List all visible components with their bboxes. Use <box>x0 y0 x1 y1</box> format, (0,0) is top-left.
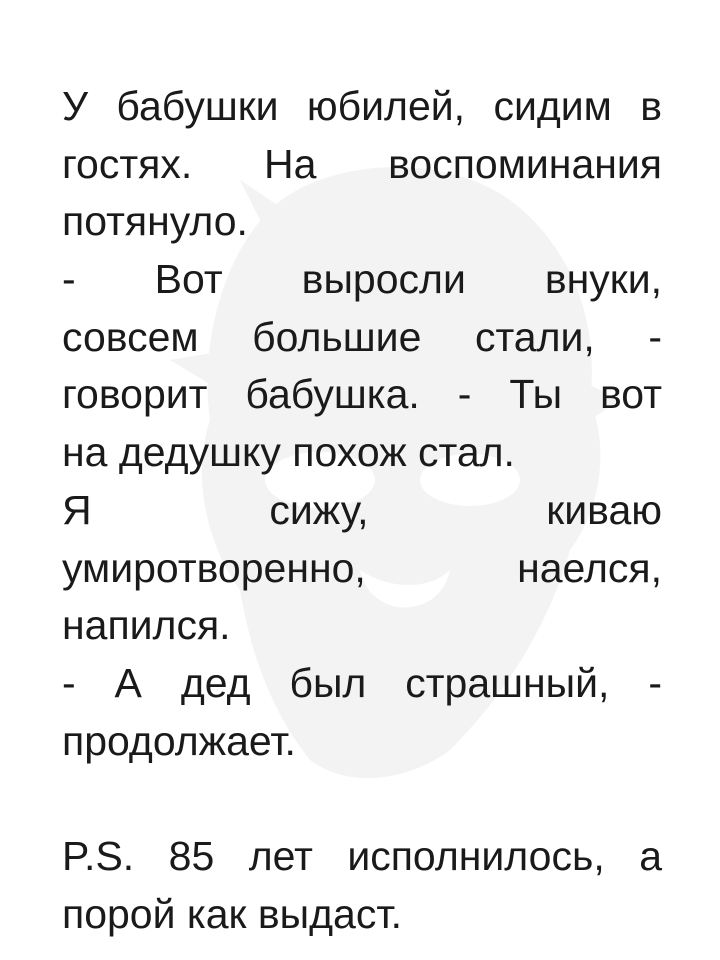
story-line: потянуло. <box>62 198 248 245</box>
postscript-line: порой как выдаст. <box>62 890 402 937</box>
story-line: У бабушки юбилей, сидим в <box>62 83 662 129</box>
paragraph-gap <box>62 770 662 828</box>
postscript-line: P.S. 85 лет исполнилось, а <box>62 832 662 879</box>
story-line: совсем большие стали, - <box>62 313 662 360</box>
story-text <box>62 78 662 943</box>
story-line: - А дед был страшный, - <box>62 659 662 706</box>
story-paragraph-2 <box>62 828 662 943</box>
story-line: на дедушку похож стал. <box>62 429 515 476</box>
story-line: напился. <box>62 602 231 649</box>
story-line: - Вот выросли внуки, <box>62 256 662 303</box>
story-line: говорит бабушка. - Ты вот <box>62 371 662 418</box>
story-paragraph-1 <box>62 78 662 770</box>
story-line: гостях. На воспоминания <box>62 140 662 187</box>
story-line: Я сижу, киваю <box>62 486 662 533</box>
story-line: умиротворенно, наелся, <box>62 544 662 591</box>
story-line: продолжает. <box>62 717 296 764</box>
